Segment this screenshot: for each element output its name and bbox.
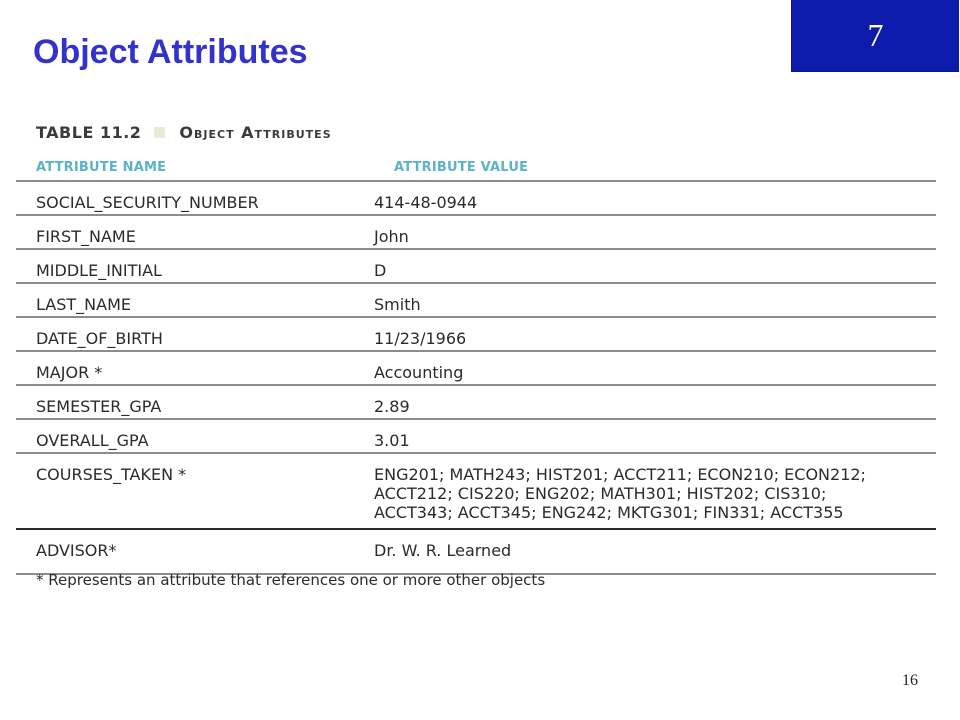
attribute-name-cell: MAJOR * [16, 351, 374, 385]
table-row [16, 283, 936, 317]
column-header-attribute-value: ATTRIBUTE VALUE [394, 160, 529, 175]
attribute-name-cell: SOCIAL_SECURITY_NUMBER [16, 181, 374, 215]
table-number: TABLE 11.2 [36, 122, 142, 142]
attribute-value-cell: 414-48-0944 [374, 181, 936, 215]
attribute-value-cell: Accounting [374, 351, 936, 385]
table-caption [36, 119, 332, 145]
table-row [16, 215, 936, 249]
table-footnote: * Represents an attribute that references one or more other objects [36, 571, 546, 589]
chapter-number-badge: 7 [791, 0, 959, 72]
attribute-value-cell: ENG201; MATH243; HIST201; ACCT211; ECON210; ECON212; ACCT212; CIS220; ENG202; MATH301; HIST202; CIS310; ACCT343; ACCT345; ENG242; MKTG301; FIN331; ACCT355 [374, 453, 936, 529]
table-row [16, 351, 936, 385]
table-row [16, 453, 936, 529]
attribute-value-cell: Dr. W. R. Learned [374, 529, 936, 574]
attribute-name-cell: COURSES_TAKEN * [16, 453, 374, 529]
attribute-name-cell: MIDDLE_INITIAL [16, 249, 374, 283]
table-title: Object Attributes [179, 122, 332, 142]
object-attributes-table [16, 180, 936, 575]
page-number: 16 [902, 672, 918, 689]
attribute-value-cell: 3.01 [374, 419, 936, 453]
table-row [16, 249, 936, 283]
slide-title: Object Attributes [33, 33, 308, 71]
attribute-name-cell: LAST_NAME [16, 283, 374, 317]
attribute-value-cell: 2.89 [374, 385, 936, 419]
attribute-name-cell: ADVISOR* [16, 529, 374, 574]
caption-square-icon [154, 127, 165, 138]
attribute-value-cell: 11/23/1966 [374, 317, 936, 351]
attribute-value-cell: D [374, 249, 936, 283]
attribute-name-cell: DATE_OF_BIRTH [16, 317, 374, 351]
column-header-attribute-name: ATTRIBUTE NAME [36, 160, 167, 175]
table-row [16, 419, 936, 453]
attribute-name-cell: SEMESTER_GPA [16, 385, 374, 419]
table-row [16, 181, 936, 215]
table-row [16, 529, 936, 574]
table-row [16, 317, 936, 351]
table-row [16, 385, 936, 419]
attribute-value-cell: John [374, 215, 936, 249]
attribute-name-cell: OVERALL_GPA [16, 419, 374, 453]
attribute-value-cell: Smith [374, 283, 936, 317]
attribute-name-cell: FIRST_NAME [16, 215, 374, 249]
